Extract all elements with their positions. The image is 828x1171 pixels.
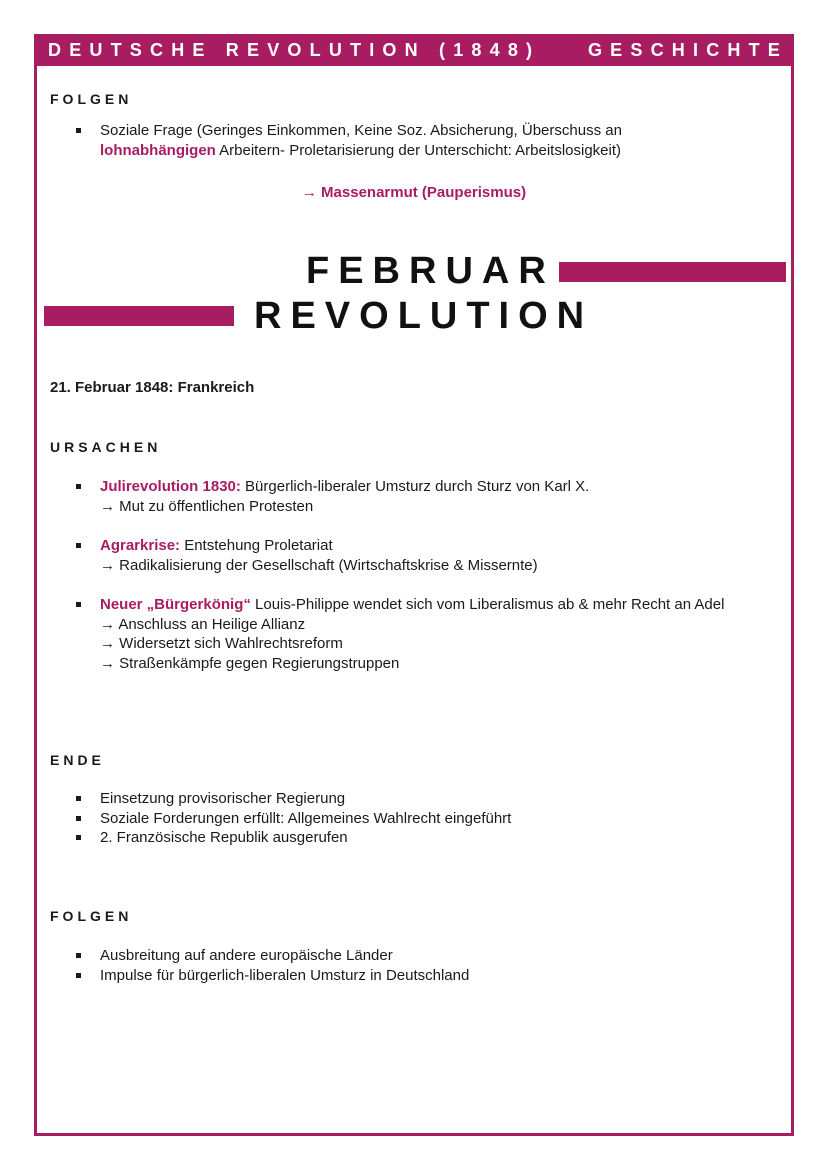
list-item: Impulse für bürgerlich-liberalen Umsturz in Deutschland [74,966,754,986]
list-item: Einsetzung provisorischer Regierung [74,789,754,809]
header-subject: GESCHICHTE [587,40,788,60]
folgen-bottom-list [74,946,754,985]
folgen-top-result: → Massenarmut (Pauperismus) [301,184,527,201]
folgen-top-text-before: Soziale Frage (Geringes Einkommen, Keine Soz. Absicherung, Überschuss an [100,122,622,139]
cause-consequence: → Anschluss an Heilige Allianz [100,615,306,633]
folgen-top-list [74,121,714,160]
list-item [74,536,754,575]
section-heading-ende: ENDE [50,752,105,768]
folgen-top-text-after: Arbeitern- Proletarisierung der Unterschicht: Arbeitslosigkeit) [215,141,622,159]
list-item [74,121,714,160]
ursachen-list [74,477,754,693]
list-item: Soziale Forderungen erfüllt: Allgemeines Wahlrecht eingeführt [74,809,754,829]
list-item: Ausbreitung auf andere europäische Länder [74,946,754,966]
cause-consequence: → Straßenkämpfe gegen Regierungstruppen [100,654,400,672]
cause-consequence: → Mut zu öffentlichen Protesten [100,497,314,515]
cause-text: Bürgerlich-liberaler Umsturz durch Sturz von Karl X. [240,478,590,495]
header-title: DEUTSCHE REVOLUTION (1848) [48,40,541,60]
section-heading-folgen-bottom: FOLGEN [50,908,133,924]
section-heading-ursachen: URSACHEN [50,439,162,455]
cause-text: Louis-Philippe wendet sich vom Liberalismus ab & mehr Recht an Adel [250,596,725,613]
folgen-top-highlight: lohnabhängigen [100,141,216,159]
ende-list [74,789,754,848]
cause-consequence: → Radikalisierung der Gesellschaft (Wirtschaftskrise & Missernte) [100,556,538,574]
header-bar [34,34,794,66]
cause-label: Agrarkrise: [100,537,181,554]
date-line: 21. Februar 1848: Frankreich [50,379,255,396]
list-item [74,595,754,673]
title-deco-bar-right [559,262,786,282]
cause-text: Entstehung Proletariat [180,537,333,554]
cause-label: Neuer „Bürgerkönig“ [100,596,251,613]
main-title-line2: REVOLUTION [254,295,594,337]
main-title-line1: FEBRUAR [306,250,555,292]
cause-label: Julirevolution 1830: [100,478,241,495]
cause-consequence: → Widersetzt sich Wahlrechtsreform [100,635,343,652]
section-heading-folgen-top: FOLGEN [50,91,133,107]
title-deco-bar-left [44,306,234,326]
list-item [74,477,754,516]
list-item: 2. Französische Republik ausgerufen [74,828,754,848]
